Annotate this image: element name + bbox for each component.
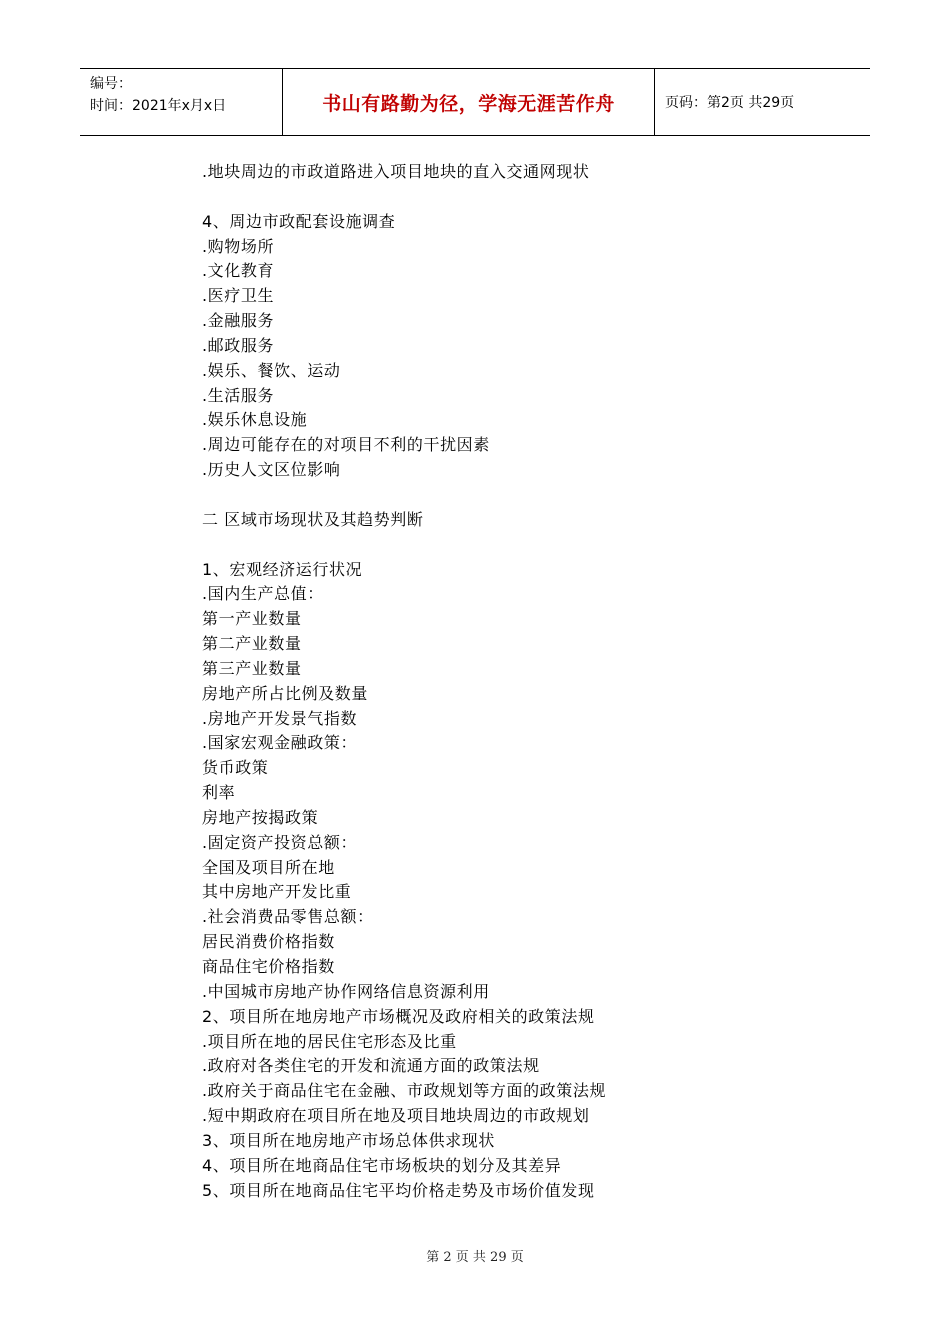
body-line: .房地产开发景气指数 bbox=[202, 708, 358, 728]
body-line: 利率 bbox=[202, 783, 236, 803]
header-meta bbox=[80, 69, 282, 135]
header-motto: 书山有路勤为径，学海无涯苦作舟 bbox=[322, 92, 615, 115]
body-line: .地块周边的市政道路进入项目地块的直入交通网现状 bbox=[202, 162, 590, 181]
body-line: .医疗卫生 bbox=[202, 286, 275, 306]
body-line: 1、宏观经济运行状况 bbox=[202, 559, 363, 579]
page-header bbox=[80, 68, 870, 136]
body-line: .社会消费品零售总额： bbox=[202, 907, 374, 927]
body-line: 3、项目所在地房地产市场总体供求现状 bbox=[202, 1130, 495, 1150]
body-line: .娱乐休息设施 bbox=[202, 410, 308, 430]
body-line: .金融服务 bbox=[202, 311, 275, 331]
body-line: 4、项目所在地商品住宅市场板块的划分及其差异 bbox=[202, 1155, 562, 1175]
body-line: .国内生产总值： bbox=[202, 584, 324, 604]
body-line: 房地产按揭政策 bbox=[202, 807, 319, 827]
body-line: .生活服务 bbox=[202, 385, 275, 405]
header-motto-cell bbox=[282, 69, 655, 135]
body-line: 第三产业数量 bbox=[202, 658, 302, 678]
document-body bbox=[202, 160, 862, 1203]
body-line: .历史人文区位影响 bbox=[202, 460, 341, 480]
body-line: 商品住宅价格指数 bbox=[202, 957, 335, 976]
blank-line bbox=[202, 185, 862, 210]
page-footer: 第 2 页 共 29 页 bbox=[426, 1250, 524, 1265]
body-line: .周边可能存在的对项目不利的干扰因素 bbox=[202, 435, 490, 455]
header-page-info: 页码：第2页 共29页 bbox=[665, 95, 795, 111]
body-line: 居民消费价格指数 bbox=[202, 932, 335, 952]
document-number-label: 编号： bbox=[90, 76, 132, 92]
body-line: 4、周边市政配套设施调查 bbox=[202, 211, 396, 231]
body-line: 全国及项目所在地 bbox=[202, 857, 335, 877]
body-line: 房地产所占比例及数量 bbox=[202, 683, 369, 703]
body-line: 二 区域市场现状及其趋势判断 bbox=[202, 509, 424, 529]
body-line: .政府关于商品住宅在金融、市政规划等方面的政策法规 bbox=[202, 1081, 607, 1101]
body-line: .项目所在地的居民住宅形态及比重 bbox=[202, 1031, 457, 1051]
body-line: 第二产业数量 bbox=[202, 634, 302, 654]
body-line: 2、项目所在地房地产市场概况及政府相关的政策法规 bbox=[202, 1006, 595, 1026]
blank-line bbox=[202, 533, 862, 558]
body-line: 第一产业数量 bbox=[202, 609, 302, 629]
body-line: 货币政策 bbox=[202, 758, 269, 778]
body-line: .国家宏观金融政策： bbox=[202, 733, 358, 753]
body-line: .购物场所 bbox=[202, 236, 275, 256]
body-line: .文化教育 bbox=[202, 261, 275, 281]
header-page-info-cell bbox=[655, 69, 870, 135]
body-line: .政府对各类住宅的开发和流通方面的政策法规 bbox=[202, 1056, 540, 1076]
body-line: .中国城市房地产协作网络信息资源利用 bbox=[202, 981, 490, 1001]
body-line: .娱乐、餐饮、运动 bbox=[202, 360, 341, 380]
body-line: .邮政服务 bbox=[202, 335, 275, 355]
document-date-label: 时间：2021年x月x日 bbox=[90, 98, 227, 114]
blank-line bbox=[202, 483, 862, 508]
body-line: 其中房地产开发比重 bbox=[202, 882, 352, 902]
body-line: .固定资产投资总额： bbox=[202, 832, 358, 852]
body-line: .短中期政府在项目所在地及项目地块周边的市政规划 bbox=[202, 1106, 590, 1126]
body-line: 5、项目所在地商品住宅平均价格走势及市场价值发现 bbox=[202, 1180, 595, 1200]
